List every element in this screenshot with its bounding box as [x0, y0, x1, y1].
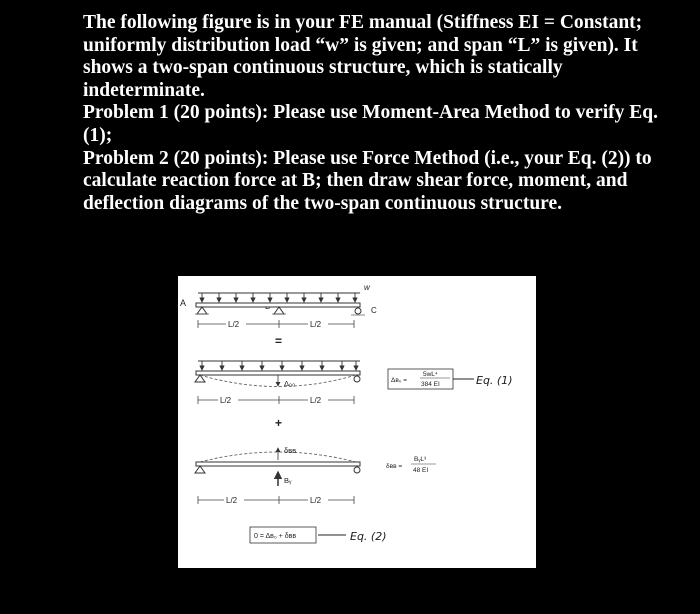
primary-beam: [196, 371, 360, 375]
redundant-dim-label-left: L/2: [226, 496, 238, 505]
problem-statement: [83, 12, 683, 215]
compatibility-equation: 0 = Δʙ₀ + δʙʙ: [254, 533, 297, 540]
eq1-numerator: 5wL⁴: [423, 371, 438, 378]
eq1-lhs: Δʙ₀ =: [391, 377, 408, 384]
dimension-label-bc: L/2: [310, 320, 322, 329]
redundant-support-c: [354, 467, 360, 473]
plus-sign: +: [275, 416, 283, 430]
beam-abc: [196, 303, 360, 307]
equals-sign: =: [275, 334, 283, 348]
support-a-pin: [197, 307, 207, 314]
primary-dim-label-left: L/2: [220, 396, 232, 405]
primary-support-c: [354, 376, 360, 382]
problem-1-text: Problem 1 (20 points): Please use Moment-Area Method to verify Eq. (1);: [83, 102, 658, 146]
load-w-label: w: [364, 283, 370, 292]
original-beam-group: [180, 283, 377, 329]
problem-2-text: Problem 2 (20 points): Please use Force Method (i.e., your Eq. (2)) to calculate reaction force at B; then draw shear force, moment, and deflection diagrams of the two-span continuous structure.: [83, 147, 652, 214]
eq1-denominator: 384 EI: [421, 381, 440, 388]
primary-load-arrows: [202, 361, 356, 370]
eq2-lhs: δʙʙ =: [386, 463, 403, 470]
compatibility-equation-box: [250, 527, 387, 543]
delta-bo-label: Δ₀₀: [284, 379, 296, 388]
beam-figure-drawing: [178, 276, 536, 568]
primary-beam-group: [195, 361, 360, 405]
redundant-beam-group: [195, 446, 360, 505]
support-a-label: A: [180, 298, 187, 308]
equation-1-box: [388, 369, 513, 389]
delta-bb-formula: [386, 456, 436, 474]
redundant-support-a: [195, 466, 205, 473]
redundant-dim-label-right: L/2: [310, 496, 322, 505]
support-c-roller: [355, 308, 361, 314]
support-b-pin: [274, 307, 284, 314]
by-label: Bᵧ: [284, 476, 292, 485]
dimension-label-ab: L/2: [228, 320, 240, 329]
redundant-beam: [196, 462, 360, 466]
beam-figure: [178, 276, 536, 568]
primary-support-a: [195, 375, 205, 382]
intro-paragraph: The following figure is in your FE manual (Stiffness EI = Constant; uniformly distribution load “w” is given; and span “L” is given). It shows a two-span continuous structure, which is statically indeterminate.: [83, 12, 643, 101]
distributed-load-arrows: [202, 293, 355, 302]
eq1-handwritten-note: Eq. (1): [476, 374, 513, 387]
eq2-numerator: BᵧL³: [414, 456, 427, 463]
delta-bb-label: δʙʙ: [284, 446, 297, 455]
support-c-label: C: [371, 306, 377, 315]
primary-dim-label-right: L/2: [310, 396, 322, 405]
eq2-denominator: 48 EI: [413, 467, 429, 474]
eq2-handwritten-note: Eq. (2): [350, 530, 387, 543]
